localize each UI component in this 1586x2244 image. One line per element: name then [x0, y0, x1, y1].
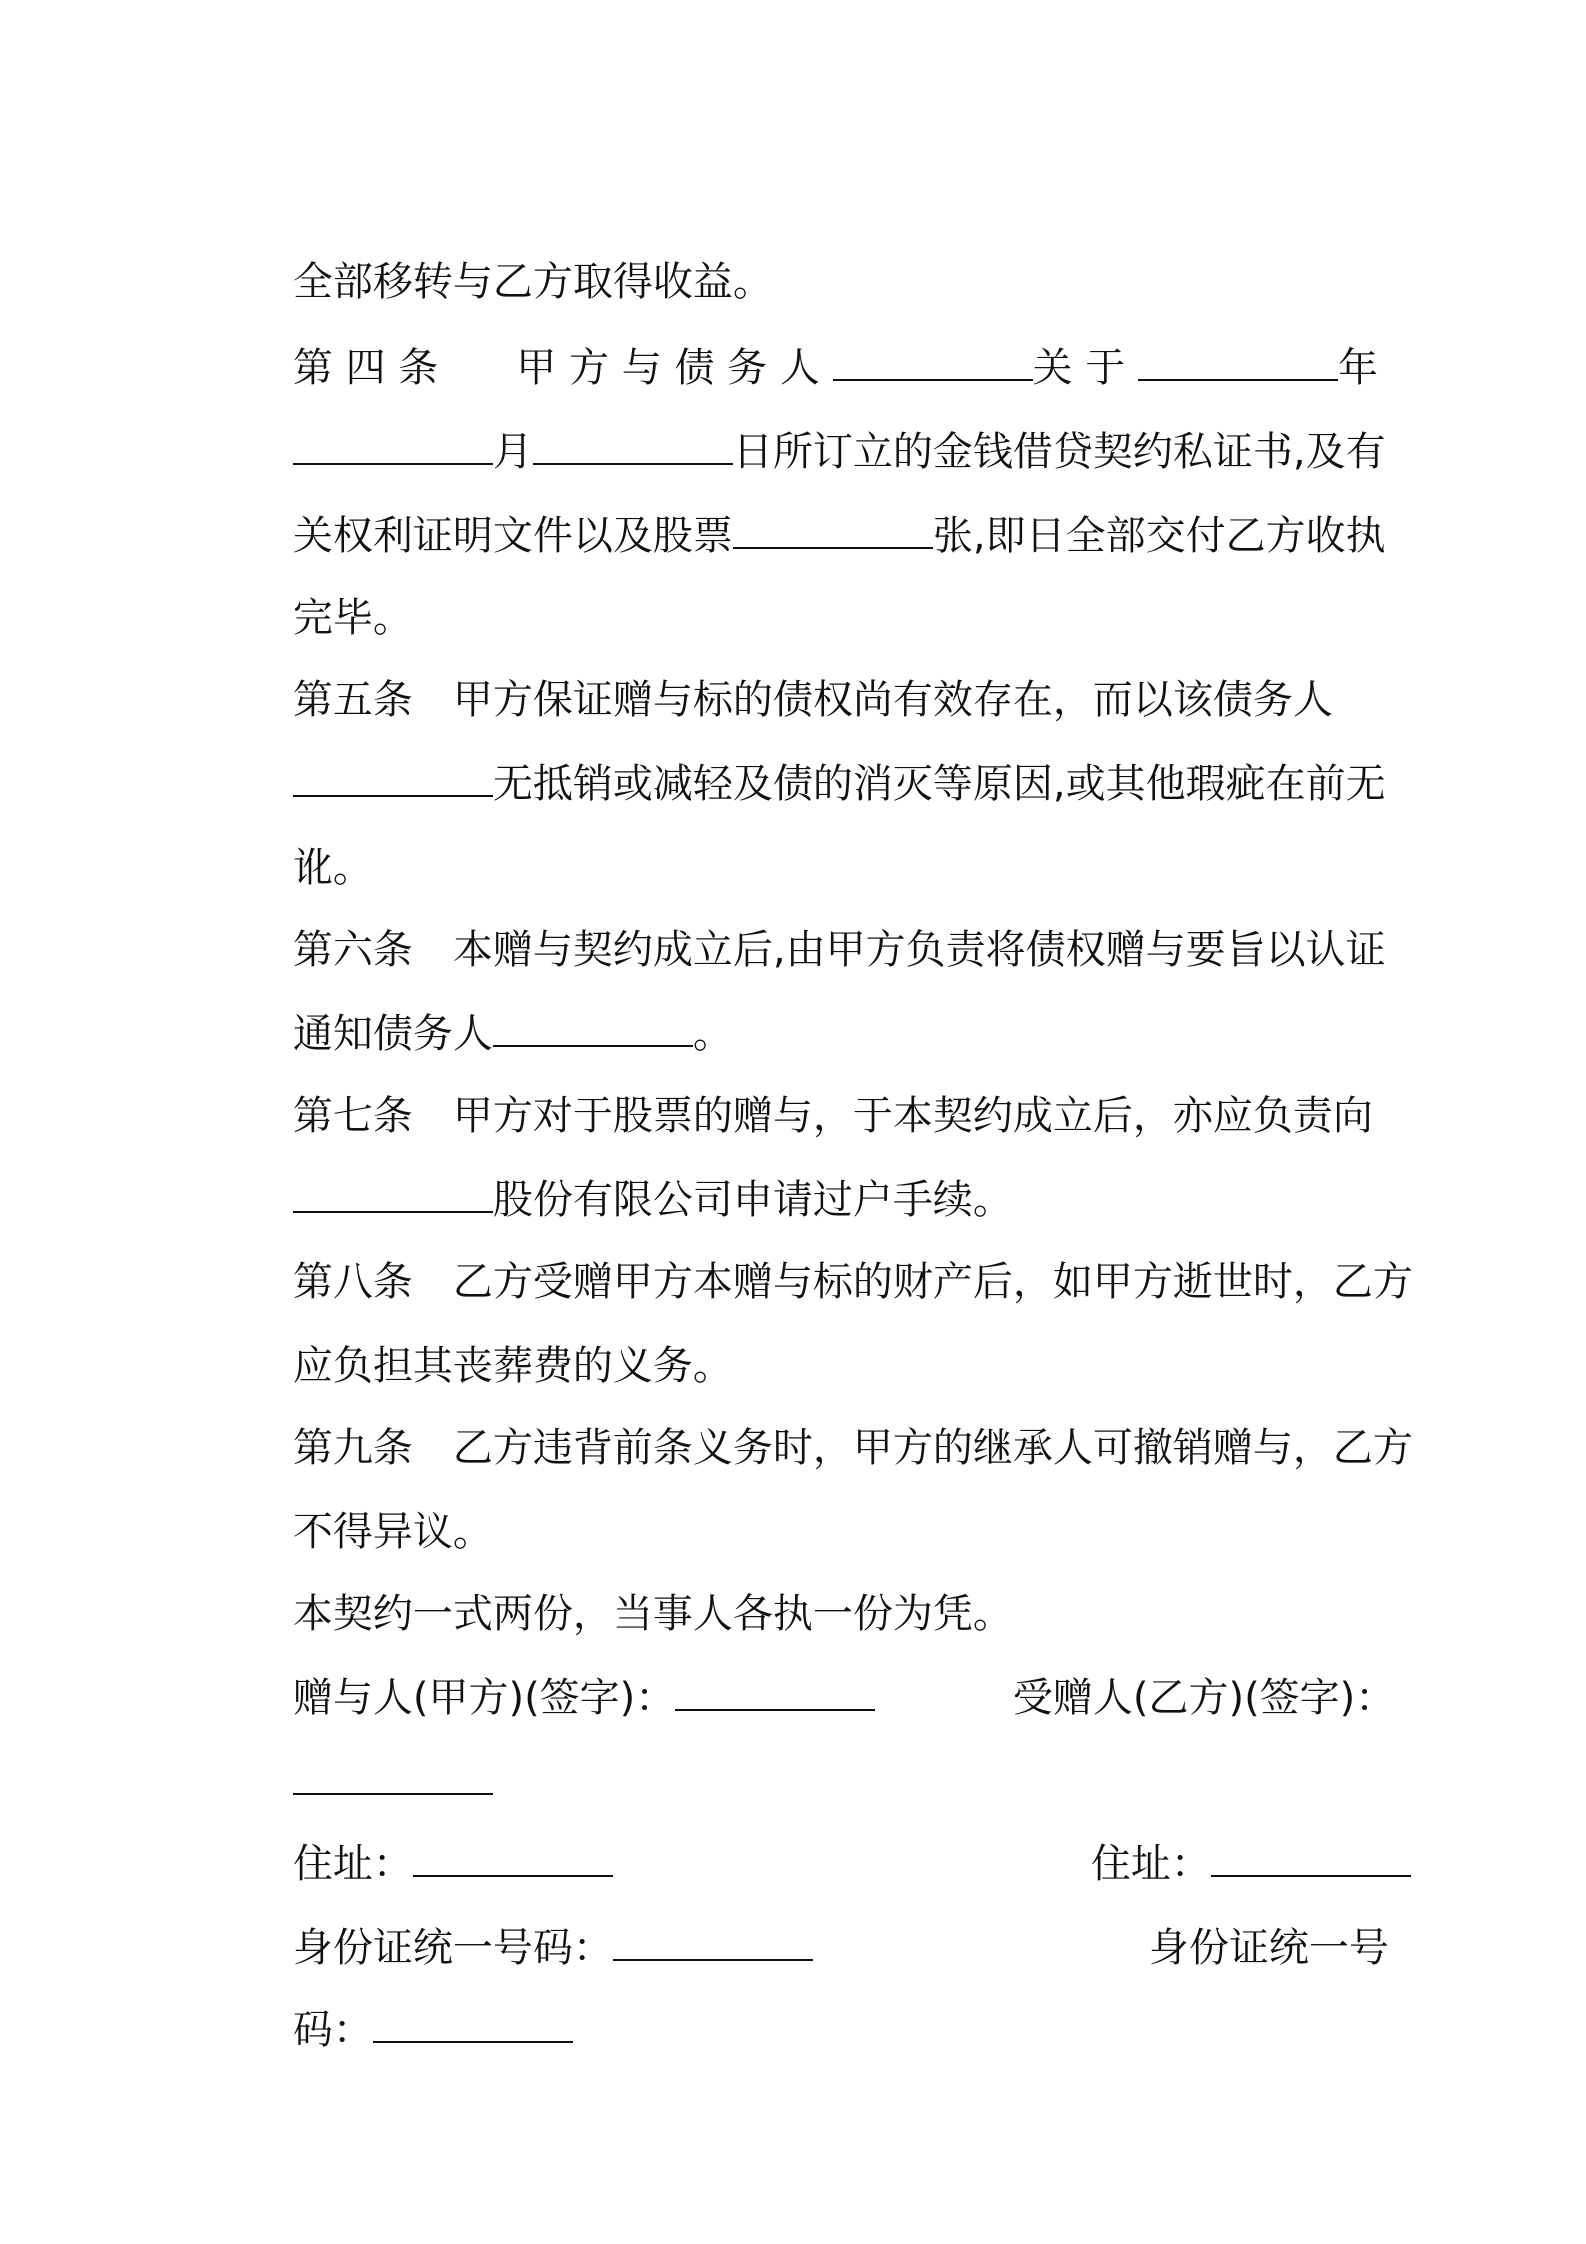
donee-id-blank[interactable] [373, 2007, 573, 2043]
donor-address-label: 住址： [292, 1841, 413, 1887]
text-line: 全部移转与乙方取得收益。 [292, 259, 773, 305]
article-4-line-3: 关权利证明文件以及股票 张,即日全部交付乙方收执 [292, 513, 1386, 559]
article-9-line-2: 不得异议。 [292, 1509, 493, 1555]
article-7-line-1: 第七条 甲方对于股票的赠与，于本契约成立后，亦应负责向 [292, 1093, 1373, 1139]
article-4-line-1: 第 四 条 甲 方 与 债 务 人 关 于 年 [292, 345, 1379, 391]
donee-id-cont [242, 1952, 573, 2053]
article-7-line-2: 股份有限公司申请过户手续。 [242, 1122, 1352, 1174]
donor-id [242, 1870, 813, 1971]
article-5-line-1: 第五条 甲方保证赠与标的债权尚有效存在，而以该债务人 [292, 677, 1333, 723]
donor-address [242, 1786, 613, 1887]
article-6-line-2: 通知债务人 。 [292, 1011, 733, 1057]
donee-address [1040, 1786, 1411, 1887]
donee-signature [962, 1620, 1396, 1721]
donor-id-blank[interactable] [613, 1925, 813, 1961]
donee-address-label: 住址： [1090, 1841, 1211, 1887]
donee-id-label: 身份证统一号 [1148, 1925, 1389, 1971]
donee-signature-line [242, 1704, 493, 1756]
donor-signature-label: 赠与人(甲方)(签字)： [292, 1675, 676, 1721]
article-9-line-1: 第九条 乙方违背前条义务时，甲方的继承人可撤销赠与，乙方 [292, 1425, 1413, 1471]
article-6-line-1: 第六条 本赠与契约成立后,由甲方负责将债权赠与要旨以认证 [292, 927, 1386, 973]
donee-id-label-cont: 码： [292, 2007, 373, 2053]
donee-id [1098, 1870, 1389, 1971]
article-5-line-3: 讹。 [292, 845, 373, 891]
article-8-line-2: 应负担其丧葬费的义务。 [292, 1343, 733, 1389]
article-4-line-4: 完毕。 [292, 595, 413, 641]
closing-line: 本契约一式两份，当事人各执一份为凭。 [292, 1591, 1013, 1637]
article-5-line-2: 无抵销或减轻及债的消灭等原因,或其他瑕疵在前无 [242, 706, 1352, 758]
donor-id-label: 身份证统一号码： [292, 1925, 613, 1971]
article-8-line-1: 第八条 乙方受赠甲方本赠与标的财产后，如甲方逝世时，乙方 [292, 1259, 1413, 1305]
donor-signature [242, 1620, 875, 1721]
article-4-heading: 第 四 条 [292, 345, 439, 391]
donor-signature-blank[interactable] [675, 1675, 875, 1711]
article-4-line-2: 月 日所订立的金钱借贷契约私证书,及有 [242, 374, 1352, 426]
donee-signature-label: 受赠人(乙方)(签字)： [1012, 1675, 1396, 1721]
